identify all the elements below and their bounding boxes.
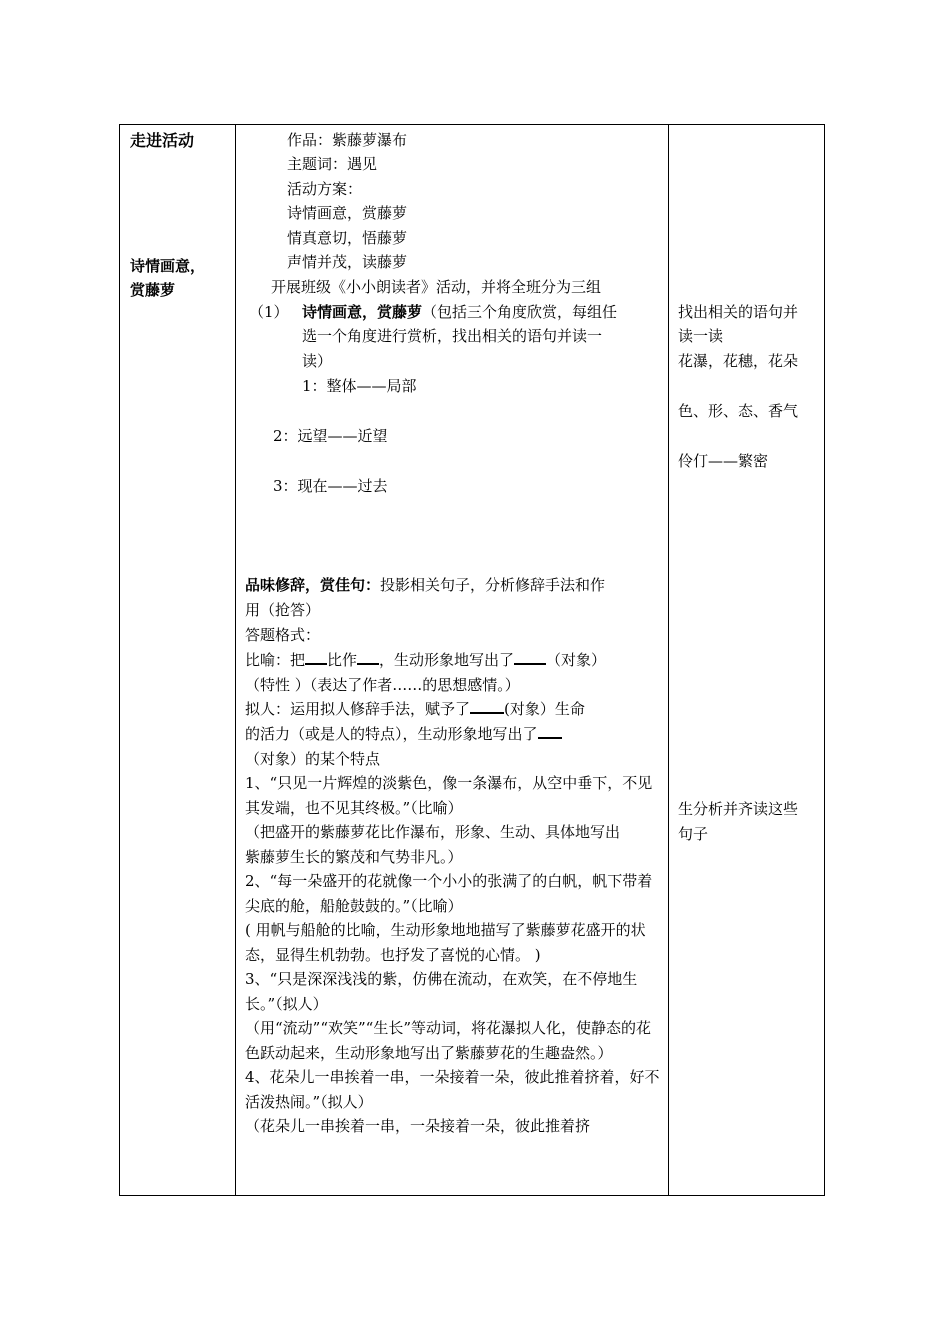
activity-intro: 开展班级《小小朗读者》活动，并将全班分为三组 xyxy=(271,278,602,296)
answer-blank xyxy=(538,723,562,739)
work-line: 作品：紫藤萝瀑布 xyxy=(287,131,408,149)
answer-blank xyxy=(305,649,327,665)
personification-line3: （对象）的某个特点 xyxy=(245,750,381,768)
personification-text-b: (对象）生命 xyxy=(504,700,585,718)
column-divider xyxy=(235,125,236,1195)
item-number: （1） xyxy=(249,303,289,321)
answer-blank xyxy=(470,698,504,714)
simile-text-c: ，生动形象地写出了 xyxy=(379,651,515,669)
right-note-7: 句子 xyxy=(678,825,709,843)
item-1-text: （包括三个角度欣赏，每组任 xyxy=(422,303,618,321)
right-note-4: 色、形、态、香气 xyxy=(678,402,799,420)
item-1-title: 诗情画意，赏藤萝 xyxy=(302,303,423,321)
simile-text-d: （对象） xyxy=(546,651,607,669)
section-subheading-line2: 赏藤萝 xyxy=(130,281,176,299)
item-1-line3: 读） xyxy=(302,352,333,370)
right-note-3: 花瀑，花穗，花朵 xyxy=(678,352,799,370)
personification-text-a: 拟人：运用拟人修辞手法，赋予了 xyxy=(245,700,471,718)
rhetoric-line2: 用（抢答） xyxy=(245,601,321,619)
column-divider xyxy=(668,125,669,1195)
lesson-table xyxy=(119,124,825,1196)
answer-blank xyxy=(514,649,546,665)
section-subheading-line1: 诗情画意， xyxy=(130,257,206,275)
simile-format-line1 xyxy=(245,648,606,672)
plan-item-3: 声情并茂，读藤萝 xyxy=(287,253,408,271)
simile-text-b: 比作 xyxy=(327,651,358,669)
angle-1: 1：整体——局部 xyxy=(302,377,417,395)
personification-line1 xyxy=(245,697,585,721)
plan-label: 活动方案： xyxy=(287,180,363,198)
example-sentences: 1、“只见一片辉煌的淡紫色，像一条瀑布，从空中垂下，不见其发端，也不见其终极。”（比喻） （把盛开的紫藤萝花比作瀑布，形象、生动、具体地写出 紫藤萝生长的繁茂和气势非凡。） 2、“每一朵盛开的花就像一个小小的张满了的白帆，帆下带着尖底的舱，船舱鼓鼓的。”（比喻） ( 用帆与船舱的比喻，生动形象地地描写了紫藤萝花盛开的状态，显得生机勃勃。也抒发了喜悦的心情。 ) 3、“只是深深浅浅的紫，仿佛在流动，在欢笑，在不停地生长。”（拟人） （用“流动”“欢笑”“生长”等动词，将花瀑拟人化，使静态的花色跃动起来，生动形象地写出了紫藤萝花的生趣盎然。） 4、花朵儿一串挨着一串，一朵接着一朵，彼此推着挤着，好不活泼热闹。”（拟人） （花朵儿一串挨着一串，一朵接着一朵，彼此推着挤 xyxy=(245,774,660,1135)
right-note-6: 生分析并齐读这些 xyxy=(678,800,799,818)
angle-2: 2：远望——近望 xyxy=(273,427,388,445)
answer-format-label: 答题格式： xyxy=(245,626,321,644)
rhetoric-title: 品味修辞，赏佳句： xyxy=(245,576,381,594)
section-heading: 走进活动 xyxy=(130,131,195,150)
right-note-1: 找出相关的语句并 xyxy=(678,303,799,321)
angle-3: 3：现在——过去 xyxy=(273,477,388,495)
right-note-5: 伶仃——繁密 xyxy=(678,452,769,470)
plan-item-1: 诗情画意，赏藤萝 xyxy=(287,204,408,222)
rhetoric-line1 xyxy=(245,573,605,597)
answer-blank xyxy=(357,649,379,665)
simile-format-line2: （特性 ）（表达了作者……的思想感情。） xyxy=(245,676,520,694)
right-note-2: 读一读 xyxy=(678,327,724,345)
rhetoric-text: 投影相关句子，分析修辞手法和作 xyxy=(380,576,606,594)
item-1-line2: 选一个角度进行赏析，找出相关的语句并读一 xyxy=(302,327,603,345)
theme-line: 主题词：遇见 xyxy=(287,155,378,173)
simile-text-a: 比喻：把 xyxy=(245,651,306,669)
item-1-line1 xyxy=(302,300,617,324)
plan-item-2: 情真意切，悟藤萝 xyxy=(287,229,408,247)
personification-line2 xyxy=(245,722,562,746)
personification-text-c: 的活力（或是人的特点），生动形象地写出了 xyxy=(245,725,538,743)
